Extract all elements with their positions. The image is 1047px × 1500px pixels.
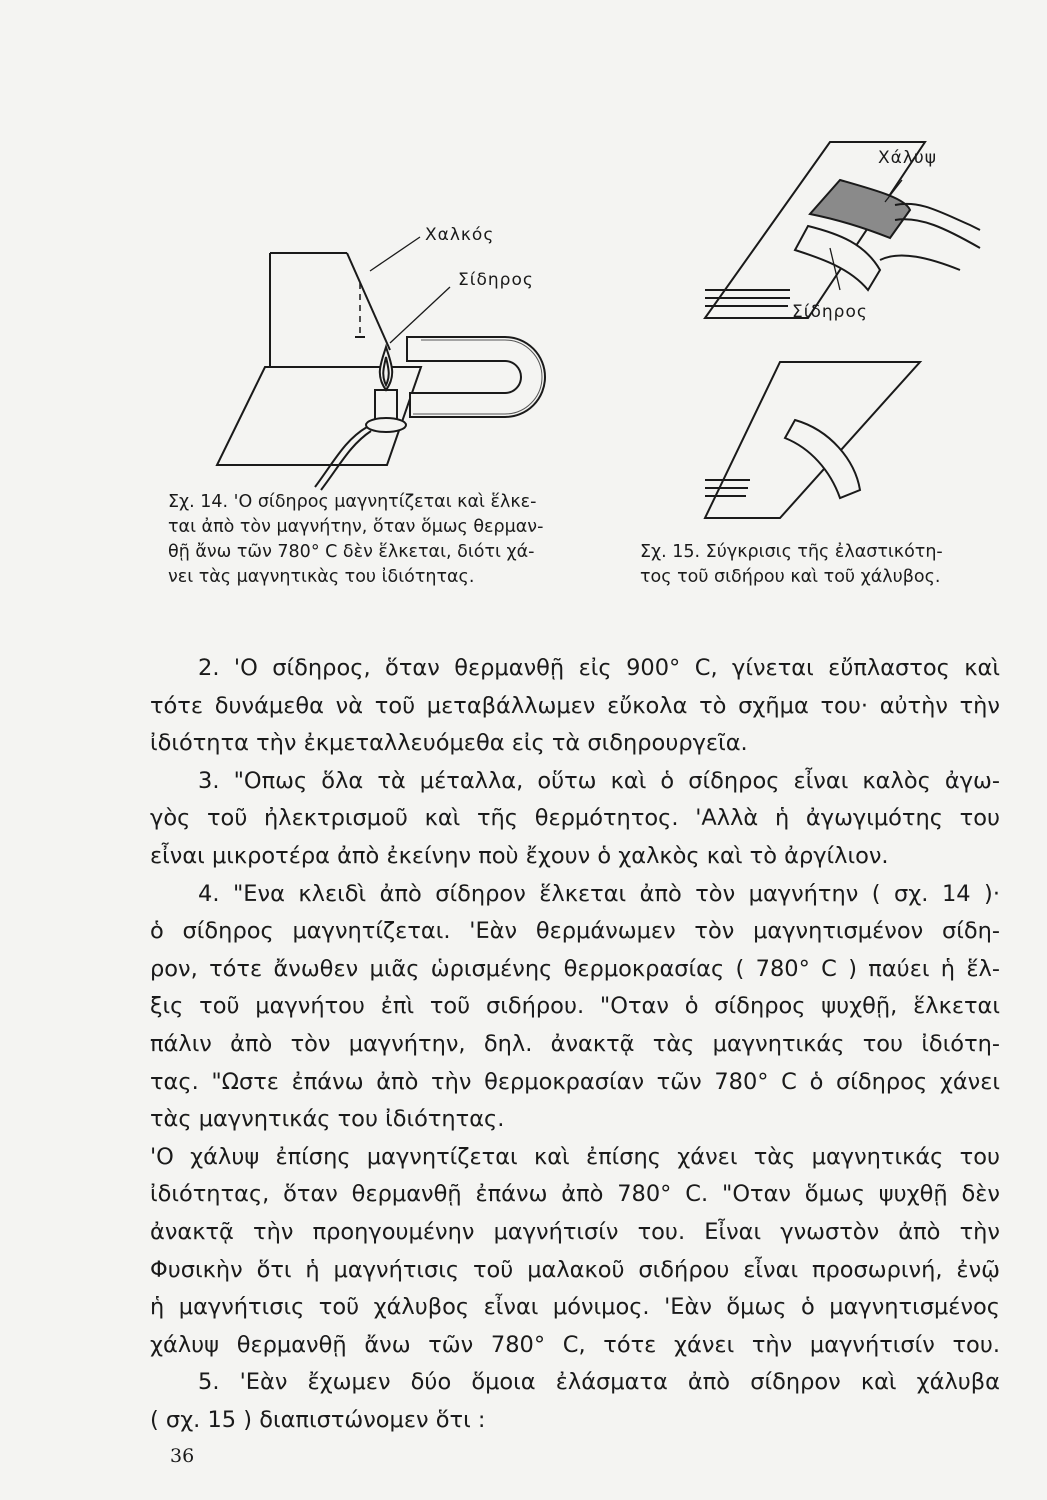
text-line: 4. "Ενα κλειδὶ ἀπὸ σίδηρον ἕλκεται ἀπὸ τὸν μαγνήτην ( σχ. 14 )·	[198, 880, 1000, 907]
caption-line: ται ἀπὸ τὸν μαγνήτην, ὅταν ὅμως θερμαν-	[168, 517, 544, 537]
text-line: ἀνακτᾷ τὴν προηγουμένην μαγνήτισίν του. Εἶναι γνωστὸν ἀπὸ τὴν	[150, 1218, 1000, 1245]
text-line: ἰδιότητας, ὅταν θερμανθῇ ἐπάνω ἀπὸ 780° C. "Οταν ὅμως ψυχθῇ δὲν	[150, 1181, 1000, 1208]
text-line: ρον, τότε ἄνωθεν μιᾶς ὡρισμένης θερμοκρασίας ( 780° C ) παύει ἡ ἕλ-	[150, 955, 1000, 982]
text-line: ἡ μαγνήτισις τοῦ χάλυβος εἶναι μόνιμος. 'Εὰν ὅμως ὁ μαγνητισμένος	[150, 1294, 1000, 1321]
text-line: 5. 'Εὰν ἔχωμεν δύο ὅμοια ἐλάσματα ἀπὸ σίδηρον καὶ χάλυβα	[198, 1369, 1000, 1396]
figure-14-drawing	[175, 225, 575, 495]
text-line: γὸς τοῦ ἠλεκτρισμοῦ καὶ τῆς θερμότητος. 'Αλλὰ ἡ ἀγωγιμότης του	[150, 805, 1000, 832]
text-line: 'Ο χάλυψ ἐπίσης μαγνητίζεται καὶ ἐπίσης χάνει τὰς μαγνητικάς του	[150, 1143, 1000, 1170]
text-line: Φυσικὴν ὅτι ἡ μαγνήτισις τοῦ μαλακοῦ σιδήρου εἶναι προσωρινή, ἐνῷ	[150, 1256, 1000, 1283]
iron-label-fig15: Σίδηρος	[792, 302, 868, 322]
caption-line: τος τοῦ σιδήρου καὶ τοῦ χάλυβος.	[640, 567, 941, 587]
text-line: τας. "Ωστε ἐπάνω ἀπὸ τὴν θερμοκρασίαν τῶν 780° C ὁ σίδηρος χάνει	[150, 1068, 1000, 1095]
text-line: πάλιν ἀπὸ τὸν μαγνήτην, δηλ. ἀνακτᾷ τὰς μαγνητικάς του ἰδιότη-	[150, 1030, 1000, 1057]
text-line: τὰς μαγνητικάς του ἰδιότητας.	[150, 1106, 505, 1133]
copper-label: Χαλκός	[425, 225, 495, 245]
figure-14-caption	[168, 490, 598, 590]
iron-label-fig14: Σίδηρος	[458, 270, 534, 290]
figure-15-drawing	[690, 130, 990, 530]
text-line: ὁ σίδηρος μαγνητίζεται. 'Εὰν θερμάνωμεν τὸν μαγνητισμένον σίδη-	[150, 918, 1000, 945]
text-line: εἶναι μικροτέρα ἀπὸ ἐκείνην ποὺ ἔχουν ὁ χαλκὸς καὶ τὸ ἀργίλιον.	[150, 842, 889, 869]
figure-14	[175, 225, 575, 495]
text-line: 2. 'Ο σίδηρος, ὅταν θερμανθῇ εἰς 900° C, γίνεται εὔπλαστος καὶ	[198, 655, 1000, 681]
caption-line: νει τὰς μαγνητικὰς του ἰδιότητας.	[168, 567, 475, 587]
text-line: ( σχ. 15 ) διαπιστώνομεν ὅτι :	[150, 1406, 486, 1433]
text-line: χάλυψ θερμανθῇ ἄνω τῶν 780° C, τότε χάνει τὴν μαγνήτισίν του.	[150, 1331, 1000, 1358]
text-line: ξις τοῦ μαγνήτου ἐπὶ τοῦ σιδήρου. "Οταν ὁ σίδηρος ψυχθῇ, ἕλκεται	[150, 993, 1000, 1020]
page-number: 36	[170, 1445, 195, 1467]
text-line: 3. "Οπως ὅλα τὰ μέταλλα, οὕτω καὶ ὁ σίδηρος εἶναι καλὸς ἀγω-	[198, 767, 1000, 794]
steel-label: Χάλυψ	[878, 148, 937, 168]
figure-15	[690, 130, 990, 530]
caption-line: θῇ ἄνω τῶν 780° C δὲν ἕλκεται, διότι χά-	[168, 542, 535, 562]
figure-15-caption	[640, 540, 1020, 590]
caption-line: Σχ. 15. Σύγκρισις τῆς ἐλαστικότη-	[640, 542, 943, 562]
text-line: τότε δυνάμεθα νὰ τοῦ μεταβάλλωμεν εὔκολα τὸ σχῆμα του· αὐτὴν τὴν	[150, 692, 1000, 719]
body-text	[150, 650, 1000, 1439]
text-line: ἰδιότητα τὴν ἐκμεταλλευόμεθα εἰς τὰ σιδηρουργεῖα.	[150, 730, 748, 757]
caption-line: Σχ. 14. 'Ο σίδηρος μαγνητίζεται καὶ ἕλκε-	[168, 492, 537, 512]
